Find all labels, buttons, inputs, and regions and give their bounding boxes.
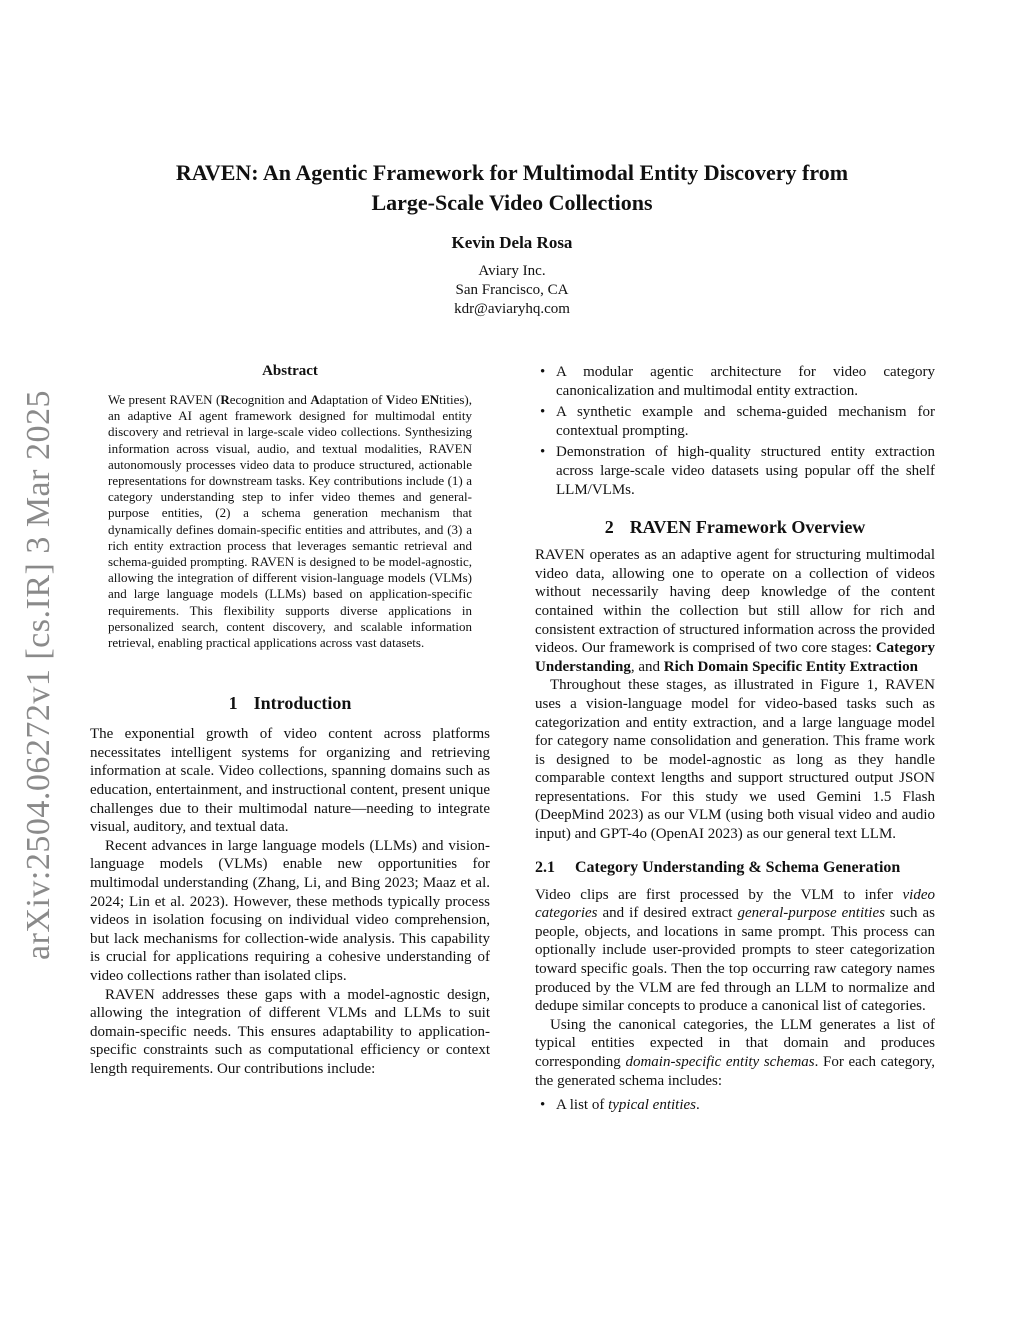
framework-paragraph-1: RAVEN operates as an adaptive agent for structuring multimodal video data, allowing one to operate on a collection of videos without necessarily having deep knowledge of the content contained within the collection but still allow for rich and consistent extraction of structured information across the provided videos. Our framework is comprised of two core stages: Category Understanding, and Rich Domain Specific Entity Extraction	[535, 547, 935, 675]
subsection-paragraph-1: Video clips are first processed by the VLM to infer video categories and if desired extract general-purpose entities such as people, objects, and locations in same prompt. This process can optionally include user-provided prompts to steer categorization toward specific goals. Then the top occurring raw category names produced by the VLM are fed through an LLM to normalize and dedupe similar concepts to produce a canonical list of categories.	[535, 886, 935, 1015]
list-item: • Demonstration of high-quality structured entity extraction across large-scale video datasets using popular off the shelf LLM/VLMs.	[540, 444, 935, 498]
framework-paragraph-2: Throughout these stages, as illustrated in Figure 1, RAVEN uses a vision-language model for video-based tasks such as categorization and entity extraction, and a large language model for category name consolidation and generation. This frame work is designed to be model-agnostic as long as they handle comparable context lengths and support structured output JSON representations. For this study we used Gemini 1.5 Flash (DeepMind 2023) as our VLM (using both visual video and audio input) and GPT-4o (OpenAI 2023) as our general text LLM.	[535, 677, 935, 843]
author-affiliation: Aviary Inc.	[478, 263, 546, 279]
section-number: 2	[604, 517, 614, 538]
abstract-body: We present RAVEN (Recognition and Adaptation of Video ENtities), an adaptive AI agent framework designed for multimodal entity discovery and retrieval in large-scale video collections. Synthesizing information across visual, audio, and textual modalities, RAVEN autonomously processes video data to produce structured, actionable representations for downstream tasks. Key contributions include (1) a category understanding step to infer video themes and general-purpose entities, (2) a schema generation mechanism that dynamically defines domain-specific entities and attributes, and (3) a rich entity extraction process that leverages semantic retrieval and schema-guided prompting. RAVEN is designed to be model-agnostic, allowing the integration of different vision-language models (VLMs) and large language models (LLMs) based on application-specific requirements. This flexibility supports diverse applications in personalized search, content discovery, and scalable information retrieval, enabling practical applications across vast datasets.	[108, 392, 472, 651]
list-item: • A synthetic example and schema-guided mechanism for contextual prompting.	[540, 404, 935, 439]
paper-title-line-2: Large-Scale Video Collections	[371, 190, 653, 215]
author-location: San Francisco, CA	[455, 282, 569, 298]
abstract-heading: Abstract	[262, 363, 318, 379]
section-title: RAVEN Framework Overview	[629, 517, 866, 538]
paper-title	[100, 158, 924, 218]
section-title: Introduction	[253, 693, 352, 714]
intro-paragraph-1: The exponential growth of video content across platforms necessitates intelligent systems for organizing and retrieving information at scale. Video collections, spanning domains such as education, entertainment, and instructional content, present unique challenges due to their multimodal nature—needing to integrate visual, auditory, and textual data.	[90, 726, 490, 836]
list-item: • A list of typical entities.	[540, 1097, 700, 1114]
left-column	[90, 363, 490, 1079]
subsection-title: Category Understanding & Schema Generation	[575, 858, 901, 876]
section-heading-framework	[535, 517, 935, 538]
right-column	[535, 363, 935, 1118]
author-affiliation-block	[0, 262, 1024, 319]
subsection-number: 2.1	[535, 858, 555, 876]
author-email: kdr@aviaryhq.com	[454, 301, 570, 317]
intro-paragraph-3: RAVEN addresses these gaps with a model-agnostic design, allowing the integration of different VLMs and LLMs to suit domain-specific needs. This ensures adaptability to application-specific constraints such as computational efficiency or context length requirements. Our contributions include:	[90, 986, 490, 1077]
section-number: 1	[228, 693, 238, 714]
schema-list	[535, 1096, 935, 1115]
section-heading-introduction	[90, 693, 490, 714]
contributions-list	[535, 363, 935, 499]
intro-paragraph-2: Recent advances in large language models (LLMs) and vision-language models (VLMs) enable new opportunities for multimodal understanding (Zhang, Li, and Bing 2023; Maaz et al. 2024; Lin et al. 2023). However, these methods typically process videos in isolation focusing on individual video comprehension, but lack mechanisms for collection-wide analysis. This capability is crucial for applications requiring a cohesive understanding of video collections rather than isolated clips.	[90, 837, 490, 984]
subsection-paragraph-2: Using the canonical categories, the LLM generates a list of typical entities expected in that domain and produces corresponding domain-specific entity schemas. For each category, the generated schema includes:	[535, 1016, 935, 1089]
subsection-heading-category-understanding	[535, 858, 935, 878]
paper-title-line-1: RAVEN: An Agentic Framework for Multimodal Entity Discovery from	[175, 160, 849, 185]
author-name: Kevin Dela Rosa	[451, 233, 573, 252]
arxiv-identifier-stamp: arXiv:2504.06272v1 [cs.IR] 3 Mar 2025	[20, 390, 57, 960]
list-item: • A modular agentic architecture for video category canonicalization and multimodal entity extraction.	[540, 364, 935, 399]
